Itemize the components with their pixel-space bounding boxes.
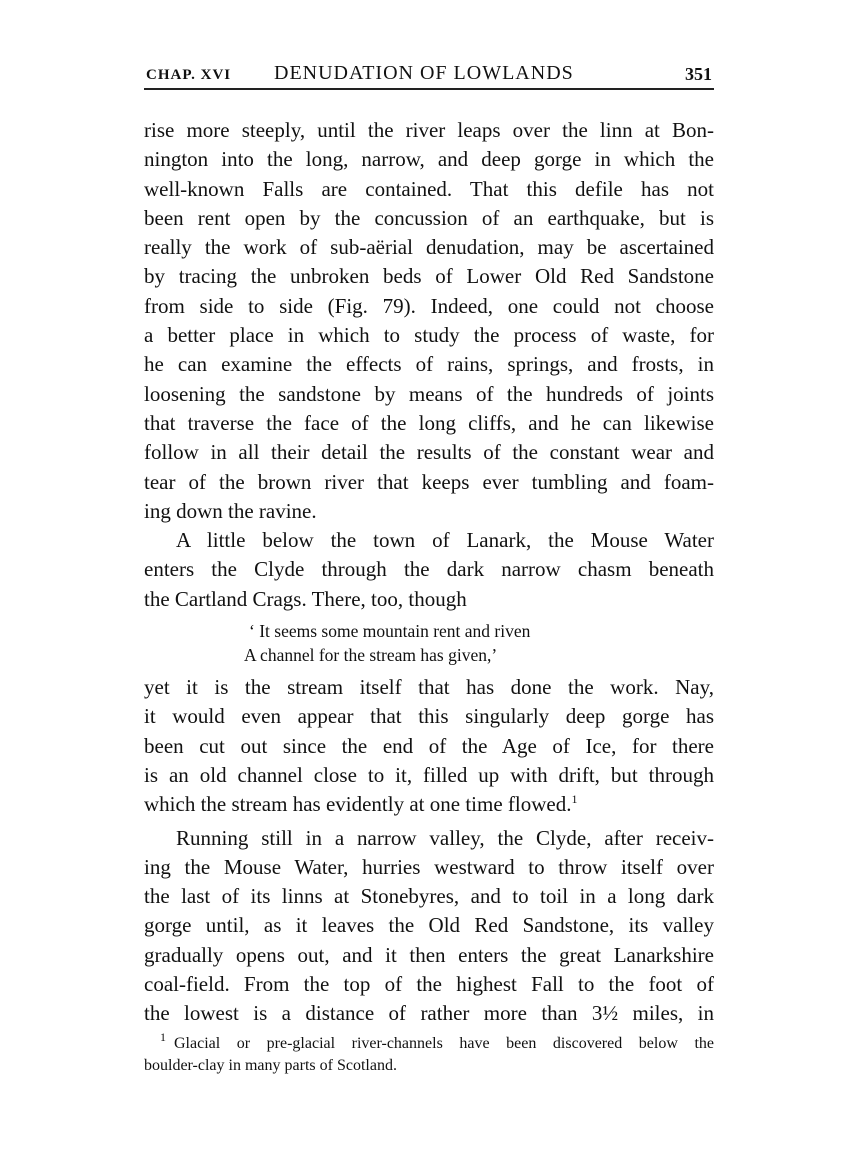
text-line: is an old channel close to it, filled up with drift, but through [144,762,714,787]
text-line: yet it is the stream itself that has done the work. Nay, [144,675,714,700]
text-line: nington into the long, narrow, and deep gorge in which the [144,147,714,172]
text-line: he can examine the effects of rains, springs, and frosts, in [144,352,714,377]
text-line: been cut out since the end of the Age of Ice, for there [144,733,714,758]
footnote-line: boulder-clay in many parts of Scotland. [144,1056,397,1074]
footnote [144,1030,714,1077]
paragraph-2 [144,526,714,614]
text-line-content: which the stream has evidently at one time flowed. [144,792,572,817]
page-number: 351 [685,64,712,84]
text-line: well-known Falls are contained. That this defile has not [144,176,714,201]
text-line: the lowest is a distance of rather more than 3½ miles, in [144,1001,714,1026]
running-title: DENUDATION OF LOWLANDS [274,62,574,84]
text-line: the last of its linns at Stonebyres, and to toil in a long dark [144,884,714,909]
body-text [144,116,714,1029]
text-line: it would even appear that this singularly deep gorge has [144,704,714,729]
text-line: Running still in a narrow valley, the Clyde, after receiv- [176,825,714,850]
verse-line: A channel for the stream has given,’ [244,645,498,666]
text-line: tear of the brown river that keeps ever tumbling and foam- [144,469,714,494]
running-header [144,58,714,90]
text-line: by tracing the unbroken beds of Lower Old Red Sandstone [144,264,714,289]
text-line: follow in all their detail the results of the constant wear and [144,440,714,465]
footnote-line [144,1030,714,1055]
text-line: ing the Mouse Water, hurries westward to throw itself over [144,854,714,879]
text-line [144,790,714,819]
text-line: been rent open by the concussion of an earthquake, but is [144,205,714,230]
text-line: enters the Clyde through the dark narrow chasm beneath [144,557,714,582]
chapter-label: CHAP. XVI [146,67,232,83]
text-line: ing down the ravine. [144,498,317,523]
paragraph-1 [144,116,714,526]
text-line: A little below the town of Lanark, the Mouse Water [176,528,714,553]
text-line: that traverse the face of the long cliffs, and he can likewise [144,410,714,435]
text-line: rise more steeply, until the river leaps over the linn at Bon- [144,118,714,142]
footnote-mark: 1 [160,1030,166,1045]
book-page [144,58,714,1077]
verse-line: ‘ It seems some mountain rent and riven [249,621,531,642]
text-line: loosening the sandstone by means of the hundreds of joints [144,381,714,406]
text-line: gradually opens out, and it then enters the great Lanarkshire [144,942,714,967]
footnote-reference[interactable]: 1 [571,792,578,807]
verse-quotation [144,619,714,667]
footnote-text: Glacial or pre-glacial river-channels have been discovered below the [174,1034,714,1052]
paragraph-3 [144,673,714,819]
text-line: coal-field. From the top of the highest Fall to the foot of [144,972,714,997]
text-line: really the work of sub-aërial denudation, may be ascertained [144,235,714,260]
text-line: from side to side (Fig. 79). Indeed, one could not choose [144,293,714,318]
paragraph-4 [144,824,714,1029]
text-line: gorge until, as it leaves the Old Red Sandstone, its valley [144,913,714,938]
text-line: a better place in which to study the process of waste, for [144,323,714,348]
text-line: the Cartland Crags. There, too, though [144,586,467,611]
